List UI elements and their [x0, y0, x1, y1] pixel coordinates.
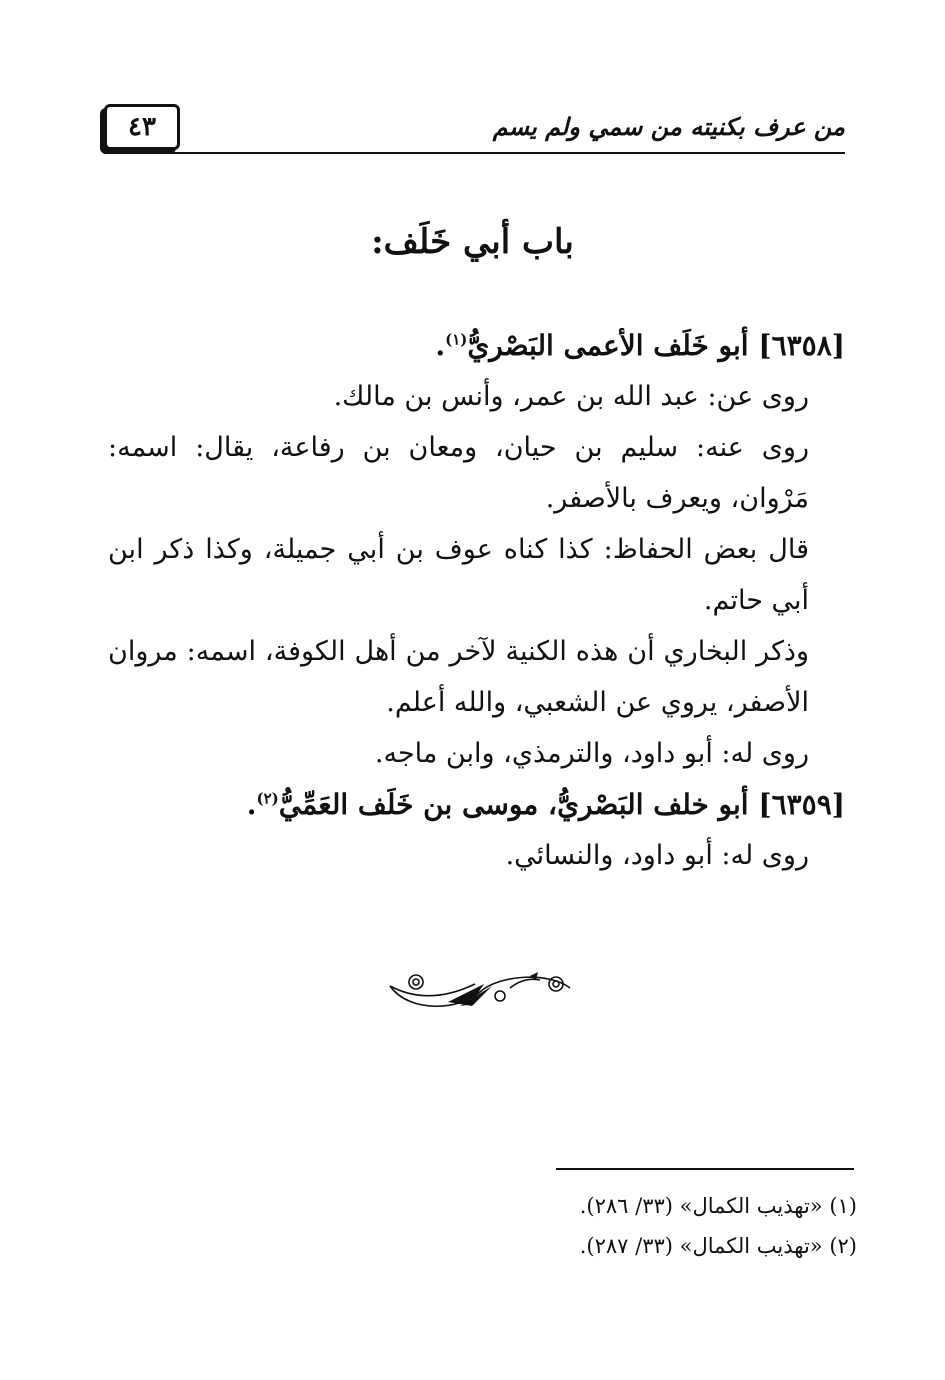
footnote-marker-1[interactable]: (١) [445, 330, 468, 349]
ornament-divider-icon [380, 966, 580, 1016]
page-number: ٤٣ [104, 104, 180, 150]
footnote-2: (٢) «تهذيب الكمال» (٣٣/ ٢٨٧). [579, 1234, 857, 1258]
footnotes [357, 1186, 857, 1266]
entry-heading-6358 [108, 320, 845, 371]
paragraph-bukhari-note: وذكر البخاري أن هذه الكنية لآخر من أهل الكوفة، اسمه: مروان الأصفر، يروي عن الشعبي، والله أعلم. [108, 636, 809, 718]
entry-heading-end: . [435, 329, 446, 362]
footnote-1: (١) «تهذيب الكمال» (٣٣/ ٢٨٦). [579, 1194, 857, 1218]
footnote-rule [556, 1168, 854, 1170]
paragraph-huffaz-note: قال بعض الحفاظ: كذا كناه عوف بن أبي جميلة، وكذا ذكر ابن أبي حاتم. [108, 534, 809, 616]
header-rule [104, 152, 845, 154]
footnote-marker-2[interactable]: (٢) [256, 789, 279, 808]
running-title: من عرف بكنيته من سمي ولم يسم [492, 112, 845, 141]
entry-heading-text: [٦٣٥٩] أبو خلف البَصْريُّ، موسى بن خَلَف العَمِّيُّ [278, 788, 845, 821]
entry-heading-end: . [246, 788, 257, 821]
paragraph-narrated-from: روى عن: عبد الله بن عمر، وأنس بن مالك. [333, 381, 809, 412]
paragraph-narrated-for-2: روى له: أبو داود، والنسائي. [505, 840, 809, 871]
paragraph-narrated-for: روى له: أبو داود، والترمذي، وابن ماجه. [374, 738, 809, 769]
chapter-title: باب أبي خَلَف: [371, 222, 574, 262]
entry-heading-6359 [108, 779, 845, 830]
main-text [108, 320, 845, 881]
paragraph-narrated-by: روى عنه: سليم بن حيان، ومعان بن رفاعة، يقال: اسمه: مَرْوان، ويعرف بالأصفر. [108, 432, 809, 514]
entry-heading-text: [٦٣٥٨] أبو خَلَف الأعمى البَصْريُّ [467, 329, 845, 362]
